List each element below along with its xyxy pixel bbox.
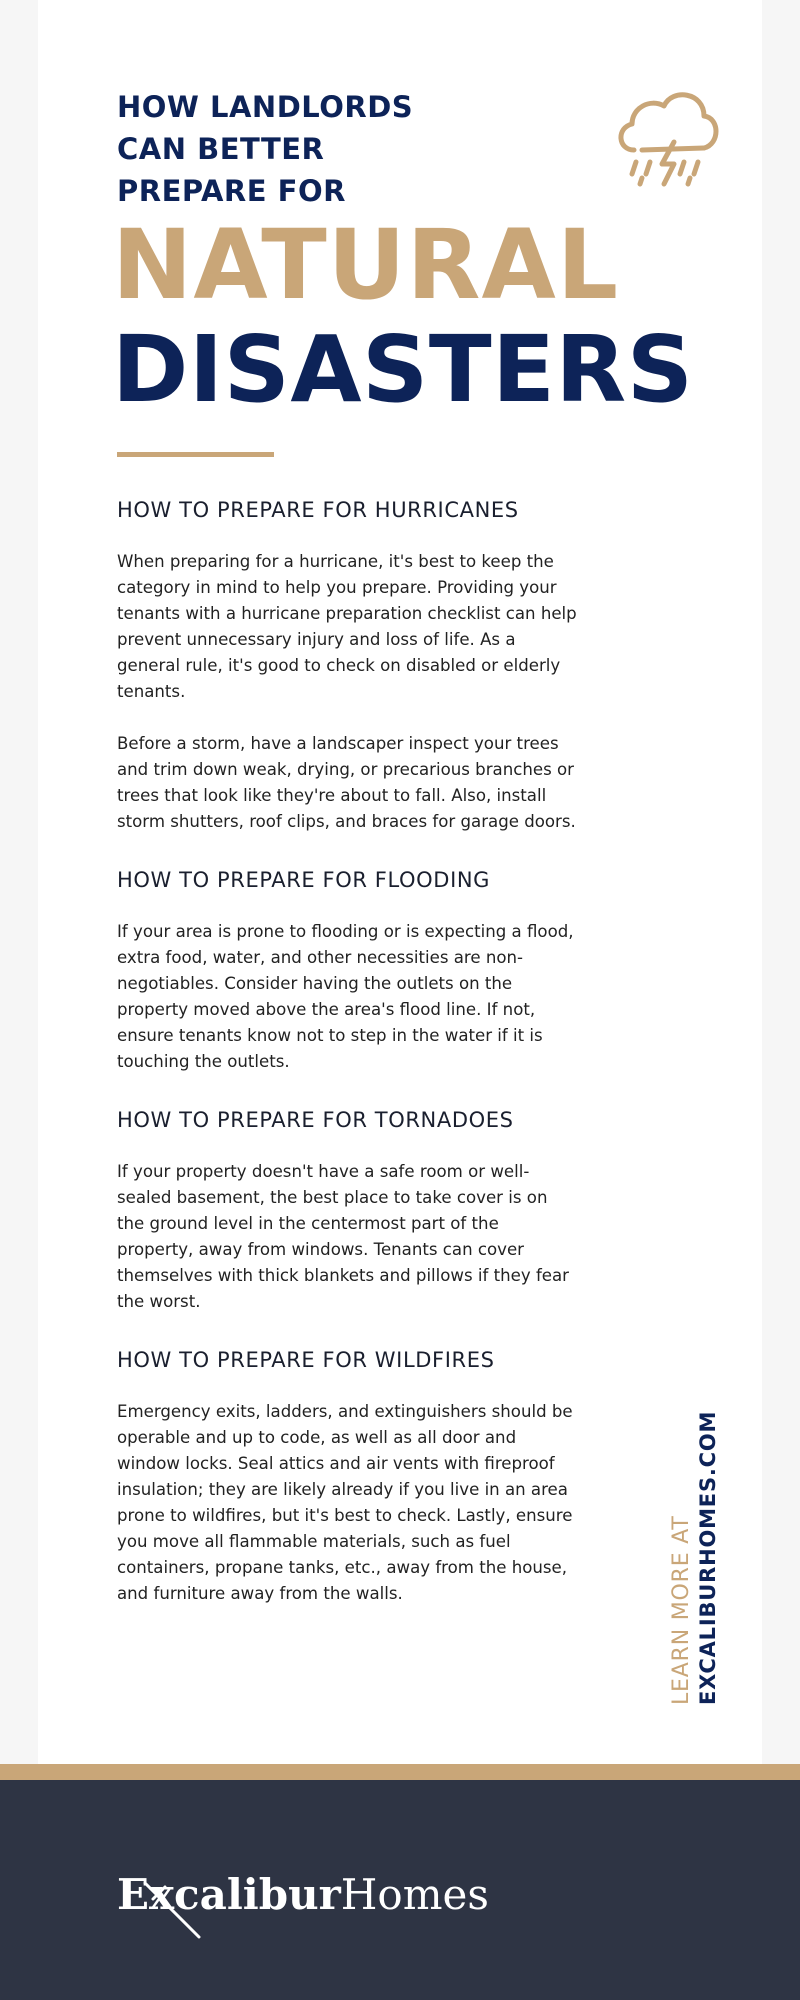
section-paragraph: If your property doesn't have a safe room or well-sealed basement, the best place to take cover is on the ground level in the centermost part of the property, away from windows. Tenants can cover themselves with thick blankets and pillows if they fear the worst. (117, 1162, 570, 1311)
title-natural: NATURAL (112, 209, 620, 321)
company-logo[interactable] (117, 1865, 489, 1935)
section-paragraph: Emergency exits, ladders, and extinguishers should be operable and up to code, as well as all door and window locks. Seal attics and air vents with fireproof insulation; they are likely already if you live in an area prone to wildfires, but it's best to check. Lastly, ensure you move all flammable materials, such as fuel containers, propane tanks, etc., away from the house, and furniture away from the walls. (117, 1402, 573, 1603)
kicker-line: HOW LANDLORDS (117, 90, 414, 124)
footer-gold-band (0, 1764, 800, 1780)
storm-cloud-lightning-icon (612, 84, 724, 196)
section-paragraph: When preparing for a hurricane, it's best to keep the category in mind to help you prepare. Providing your tenants with a hurricane preparation checklist can help prevent unnecessary injury and loss of life. As a general rule, it's good to check on disabled or elderly tenants. (117, 552, 577, 701)
cta-line-learn-more: LEARN MORE AT (669, 1515, 694, 1705)
article-body (117, 495, 579, 1637)
sword-icon (117, 1865, 217, 1945)
section-paragraph: Before a storm, have a landscaper inspect your trees and trim down weak, drying, or precarious branches or trees that look like they're about to fall. Also, install storm shutters, roof clips, and braces for garage doors. (117, 734, 576, 831)
accent-divider (117, 452, 274, 457)
section-hurricanes (117, 495, 579, 835)
kicker-heading (117, 86, 537, 212)
logo-word-excalibur: Excalibur (117, 1870, 341, 1919)
learn-more-cta[interactable] (668, 1405, 722, 1705)
section-flooding (117, 865, 579, 1075)
kicker-line: CAN BETTER (117, 132, 325, 166)
kicker-line: PREPARE FOR (117, 174, 346, 208)
cta-website-link[interactable]: EXCALIBURHOMES.COM (696, 1410, 720, 1705)
section-tornadoes (117, 1105, 579, 1315)
section-heading: HOW TO PREPARE FOR TORNADOES (117, 1108, 514, 1132)
section-heading: HOW TO PREPARE FOR WILDFIRES (117, 1348, 495, 1372)
footer (0, 1780, 800, 2000)
section-wildfires (117, 1345, 579, 1607)
section-heading: HOW TO PREPARE FOR HURRICANES (117, 498, 519, 522)
logo-word-homes: Homes (340, 1870, 489, 1919)
section-paragraph: If your area is prone to flooding or is expecting a flood, extra food, water, and other necessities are non-negotiables. Consider having the outlets on the property moved above the area's flood line. If not, ensure tenants know not to step in the water if it is touching the outlets. (117, 922, 574, 1071)
section-heading: HOW TO PREPARE FOR FLOODING (117, 868, 491, 892)
title-disasters: DISASTERS (112, 316, 694, 423)
